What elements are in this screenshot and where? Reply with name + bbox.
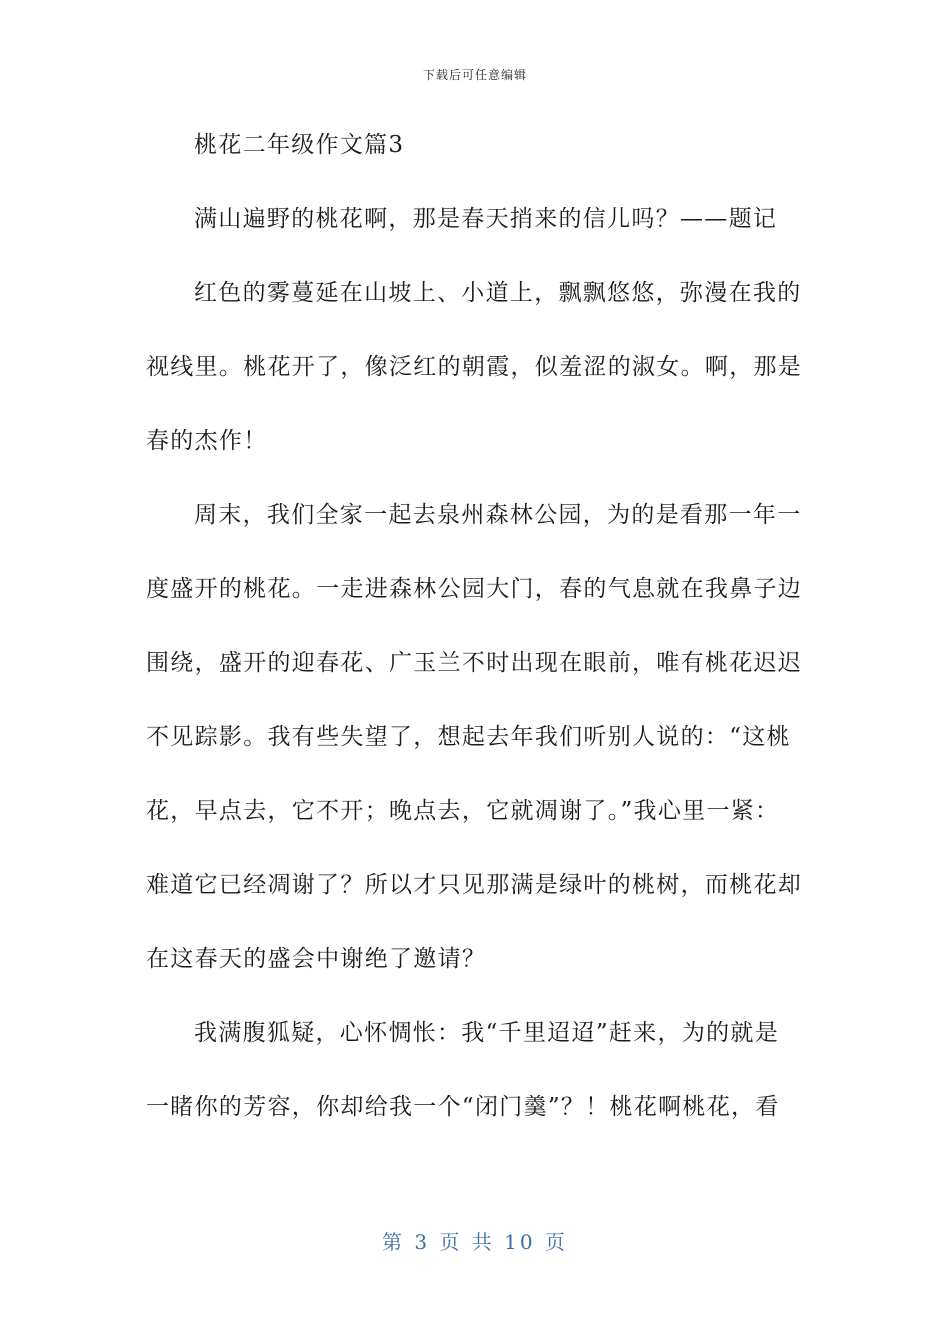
paragraph-line: 一睹你的芳容，你却给我一个“闭门羹”？！桃花啊桃花，看	[146, 1094, 780, 1120]
paragraph-line: 周末，我们全家一起去泉州森林公园，为的是看那一年一	[194, 502, 802, 528]
paragraph-line: 视线里。桃花开了，像泛红的朝霞，似羞涩的淑女。啊，那是	[146, 354, 803, 380]
essay-title: 桃花二年级作文篇3	[194, 132, 405, 158]
page-header: 下载后可任意编辑	[422, 68, 527, 82]
document-body	[146, 126, 803, 1162]
paragraph-line: 围绕，盛开的迎春花、广玉兰不时出现在眼前，唯有桃花迟迟	[146, 650, 803, 676]
paragraph-line: 花，早点去，它不开；晚点去，它就凋谢了。”我心里一紧：	[146, 798, 780, 824]
paragraph-line: 在这春天的盛会中谢绝了邀请？	[146, 946, 487, 972]
paragraph-line: 红色的雾蔓延在山坡上、小道上，飘飘悠悠，弥漫在我的	[194, 280, 802, 306]
paragraph-line: 度盛开的桃花。一走进森林公园大门，春的气息就在我鼻子边	[146, 576, 803, 602]
paragraph-line: 我满腹狐疑，心怀惆怅：我“千里迢迢”赶来，为的就是	[194, 1020, 780, 1046]
paragraph-line: 难道它已经凋谢了？所以才只见那满是绿叶的桃树，而桃花却	[146, 872, 803, 898]
page-number-footer: 第 3 页 共 10 页	[382, 1230, 568, 1254]
paragraph-line: 春的杰作！	[146, 428, 268, 454]
epigraph-line: 满山遍野的桃花啊，那是春天捎来的信儿吗？——题记	[194, 206, 778, 232]
paragraph-line: 不见踪影。我有些失望了，想起去年我们听别人说的：“这桃	[146, 724, 791, 750]
